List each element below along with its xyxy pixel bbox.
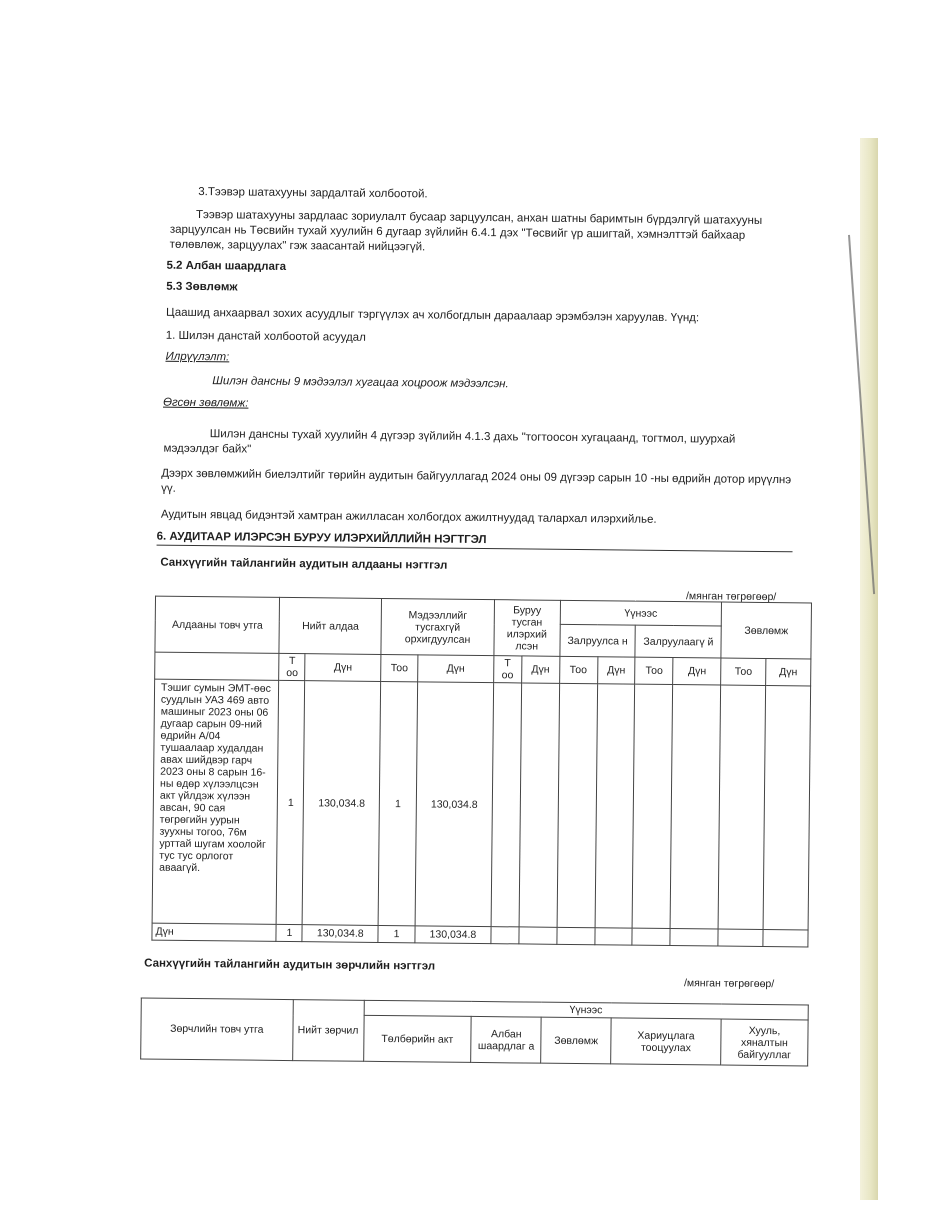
empty-cell [491,683,521,927]
sub-header-count: Тоо [635,657,673,684]
header-omitted: Мэдээллийг тусгахгүй орхигдуулсан [381,598,494,655]
header-total-violations: Нийт зөрчил [292,1000,364,1062]
header-recommendation: Зөвлөмж [541,1017,611,1064]
row-brief: Тэшиг сумын ЭМТ-өөс суудлын УАЗ 469 авто машиныг 2023 оны 06 дугаар сарын 09-ний өдрийн А/04 тушаалаар худалдан авах шийдвэр гарч 2023 оны 8 сарын 16-ны өдөр хүлээлцсэн акт үйлдэж хүлээн авсан, 90 сая төгрөгийн уурын зуухны тогоо, 76м урттай шугам хоолойг тус тус орлогот аваагүй. [152,679,279,924]
sub-header-count: Тоо [721,658,766,685]
sub-header-amount: Дүн [597,657,635,684]
total-omitted-amount: 130,034.8 [415,926,491,944]
empty-cell [763,929,808,946]
errors-summary-table [151,596,812,948]
sub-header-count: Т оо [493,656,521,683]
header-of-which: Үүнээс [364,1000,809,1020]
total-amount: 130,034.8 [302,925,378,943]
header-corrected: Залруулса н [560,624,636,657]
empty-cell [718,929,763,946]
sub-header-count: Т оо [279,653,305,680]
sub-header-amount: Дүн [305,654,381,682]
empty-cell [670,929,718,947]
header-official-demand: Албан шаардлаг а [471,1016,541,1063]
sub-header-amount: Дүн [418,655,494,683]
sub-header-amount: Дүн [521,656,559,683]
empty-cell [718,685,765,929]
sub-header-amount: Дүн [766,658,811,685]
header-misstated: Буруу тусган илэрхий лсэн [494,600,560,657]
empty-cell [595,684,635,928]
table-row [152,679,811,930]
section-5-3-heading: 5.3 Зөвлөмж [166,280,238,294]
empty-cell [519,927,557,944]
header-brief: Алдааны товч утга [155,596,280,653]
intro-text: Цаашид анхаарвал зохих асуудлыг тэргүүлэх ач холбогдлын дараалаар эрэмбэлэн харуулав. Үүнд: [165,306,700,325]
violations-summary-table [140,997,809,1066]
header-of-which: Үүнээс [560,600,722,626]
sub-header-amount: Дүн [673,658,721,686]
row-total-amount: 130,034.8 [302,681,380,926]
recommendation-text: Шилэн дансны тухай хуулийн 4 дүгээр зүйлийн 4.1.3 дахь "тогтоосон хугацаанд, тогтмол, шуурхай мэдээлдэг байх" [163,428,736,456]
empty-cell [763,685,810,929]
header-total-errors: Нийт алдаа [279,597,381,654]
table-1-title: Санхүүгийн тайлангийн аудитын алдааны нэгтгэл [160,556,448,572]
table-1-unit: /мянган төгрөгөөр/ [685,590,777,604]
total-label: Дүн [152,923,277,941]
empty-cell [557,683,597,927]
issue-1: 1. Шилэн данстай холбоотой асуудал [165,329,366,344]
section-6-heading: 6. АУДИТААР ИЛЭРСЭН БУРУУ ИЛЭРХИЙЛЛИЙН НЭГТГЭЛ [156,530,487,547]
header-payment-act: Төлбөрийн акт [363,1015,471,1062]
empty-cell [557,927,595,944]
empty-cell [594,928,632,945]
header-law-enforcement: Хууль, хяналтын байгууллаг [721,1019,808,1066]
table-2-unit: /мянган төгрөгөөр/ [683,977,775,991]
thanks-text: Аудитын явцад бидэнтэй хамтран ажилласан холбогдох ажилтнуудад талархал илэрхийлье. [160,508,657,526]
sub-header-count: Тоо [381,654,418,681]
header-accountability: Хариуцлага тооцуулах [611,1018,721,1065]
finding-text: Шилэн дансны 9 мэдээлэл хугацаа хоцроож мэдээлсэн. [212,375,509,391]
header-advice: Зөвлөмж [721,602,811,659]
header-uncorrected: Залруулаагү й [635,625,721,658]
row-omitted-count: 1 [378,681,417,925]
empty-cell [519,683,559,927]
row-omitted-amount: 130,034.8 [415,682,493,927]
total-omitted-count: 1 [378,925,415,942]
item-3-body: Тээвэр шатахууны зардлаас зориулалт бусаар зарцуулсан, анхан шатны баримтын бүрдэлгүй шатахууны зарцуулсан нь Төсвийн тухай хуулийн 6 дугаар зүйлийн 6.4.1 дэх "Төсвийг үр ашигтай, хэмнэлттэй байхаар төлөвлөж, зарцуулах" гэж заасантай нийцээгүй. [169,209,763,254]
total-count: 1 [276,924,302,941]
recommendation-label: Өгсөн зөвлөмж: [162,396,249,410]
sub-header-count: Тоо [559,656,597,683]
item-3-heading: 3.Тээвэр шатахууны зардалтай холбоотой. [198,186,428,201]
header-violation-brief: Зөрчлийн товч утга [141,998,293,1061]
finding-label: Илрүүлэлт: [165,350,230,364]
table-2-title: Санхүүгийн тайлангийн аудитын зөрчлийн нэгтгэл [144,957,436,973]
sub-header-empty [155,652,280,680]
deadline-text: Дээрх зөвлөмжийн биелэлтийг төрийн аудитын байгууллагад 2024 оны 09 дүгээр сарын 10 -ны өдрийн дотор ирүүлнэ үү. [161,467,792,495]
section-5-2-heading: 5.2 Албан шаардлага [166,259,287,273]
empty-cell [670,685,720,929]
empty-cell [632,928,670,945]
empty-cell [633,684,673,928]
row-total-count: 1 [277,680,305,924]
empty-cell [491,927,519,944]
